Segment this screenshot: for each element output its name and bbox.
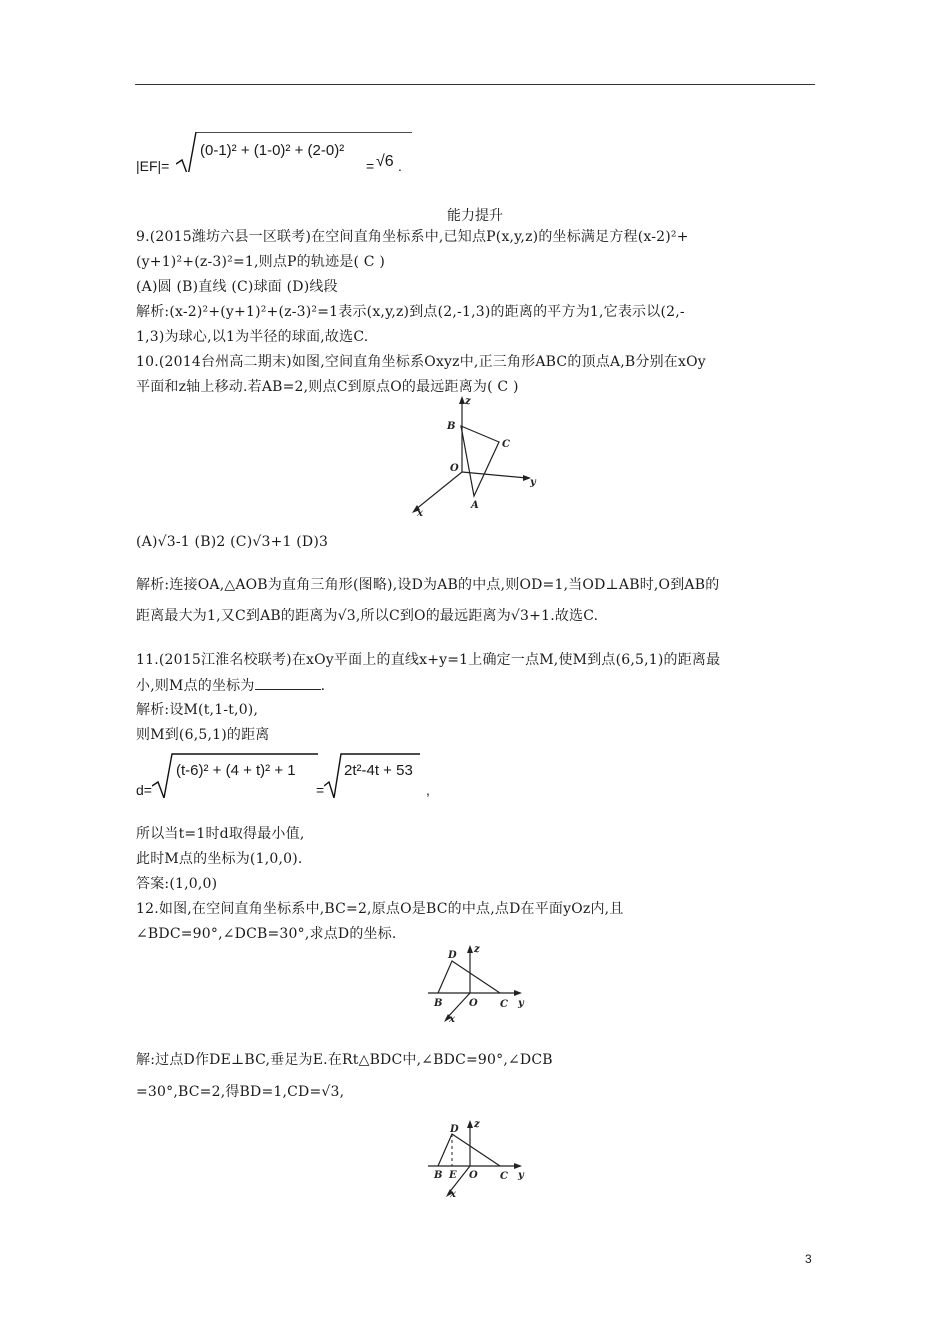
q11-line2 [136,677,325,694]
fig1-label-D: D [448,950,457,961]
q11-line2-end: . [320,678,326,694]
ef-result: √6 [376,153,394,170]
q12-figure-1 [422,943,542,1023]
fig2-label-z: z [474,1119,480,1130]
q12-line2: ∠BDC=90°,∠DCB=30°,求点D的坐标. [136,926,397,942]
fig1-label-y: y [518,998,524,1009]
fig2-label-C: C [500,1171,508,1182]
fig1-label-z: z [474,944,480,955]
fig2-label-x: x [450,1189,456,1200]
q11-line2-text: 小,则M点的坐标为 [136,678,255,694]
d-radicand-1-text: (t-6)² + (4 + t)² + 1 [176,762,296,779]
section-title: 能力提升 [447,208,503,224]
fig1-label-C: C [500,999,508,1010]
q10-label-z: z [465,396,471,407]
q11-line1: 11.(2015江淮名校联考)在xOy平面上的直线x+y=1上确定一点M,使M到点(6,5,1)的距离最 [136,652,721,668]
d-eq: = [316,782,325,798]
ef-eq: = [366,158,375,174]
q11-solution-3: 所以当t=1时d取得最小值, [136,826,305,842]
fig2-label-D: D [450,1124,459,1135]
ef-end: . [398,158,402,174]
fig2-label-E: E [449,1170,457,1181]
fig2-label-O: O [469,1170,478,1181]
q10-label-A: A [471,500,479,511]
q10-solution-1: 解析:连接OA,△AOB为直角三角形(图略),设D为AB的中点,则OD=1,当OD⊥AB时,O到AB的 [136,577,720,593]
q10-options: (A)√3-1 (B)2 (C)√3+1 (D)3 [136,534,329,550]
d-radicand-2-text: 2t²-4t + 53 [344,762,413,779]
fig1-label-B: B [434,998,443,1009]
page-number: 3 [805,1252,812,1266]
answer-blank [255,677,321,690]
q9-line2: (y+1)²+(z-3)²=1,则点P的轨迹是( C ) [136,254,386,270]
q10-label-x: x [417,508,423,519]
q10-label-O: O [450,463,459,474]
q9-options: (A)圆 (B)直线 (C)球面 (D)线段 [136,279,338,295]
q9-solution-2: 1,3)为球心,以1为半径的球面,故选C. [136,329,369,345]
fig1-label-O: O [469,998,478,1009]
q11-answer: 答案:(1,0,0) [136,876,218,892]
q11-solution-4: 此时M点的坐标为(1,0,0). [136,851,303,867]
q12-solution-1: 解:过点D作DE⊥BC,垂足为E.在Rt△BDC中,∠BDC=90°,∠DCB [136,1052,553,1068]
d-end: , [426,782,430,798]
q10-label-B: B [447,421,456,432]
q10-line2: 平面和z轴上移动.若AB=2,则点C到原点O的最远距离为( C ) [136,379,519,395]
ef-prefix: |EF|= [136,158,170,174]
q11-solution-1: 解析:设M(t,1-t,0), [136,702,259,718]
q9-solution-1: 解析:(x-2)²+(y+1)²+(z-3)²=1表示(x,y,z)到点(2,-1,3)的距离的平方为1,它表示以(2,- [136,304,685,320]
q10-line1: 10.(2014台州高二期末)如图,空间直角坐标系Oxyz中,正三角形ABC的顶点A,B分别在xOy [136,354,706,370]
q12-figure-2 [422,1118,542,1203]
fig1-label-x: x [449,1014,455,1023]
q9-line1: 9.(2015潍坊六县一区联考)在空间直角坐标系中,已知点P(x,y,z)的坐标满足方程(x-2)²+ [136,229,689,245]
q10-label-y: y [530,477,536,488]
fig2-label-B: B [434,1170,443,1181]
ef-radicand-text: (0-1)² + (1-0)² + (2-0)² [200,142,345,159]
d-prefix: d= [136,782,152,798]
header-rule [135,84,815,85]
q10-solution-2: 距离最大为1,又C到AB的距离为√3,所以C到O的最远距离为√3+1.故选C. [136,608,599,624]
q12-solution-2: =30°,BC=2,得BD=1,CD=√3, [136,1084,345,1100]
q12-line1: 12.如图,在空间直角坐标系中,BC=2,原点O是BC的中点,点D在平面yOz内,且 [136,901,624,917]
q10-label-C: C [502,439,510,450]
fig2-label-y: y [518,1170,524,1181]
q10-figure [405,392,565,522]
q11-solution-2: 则M到(6,5,1)的距离 [136,727,270,743]
